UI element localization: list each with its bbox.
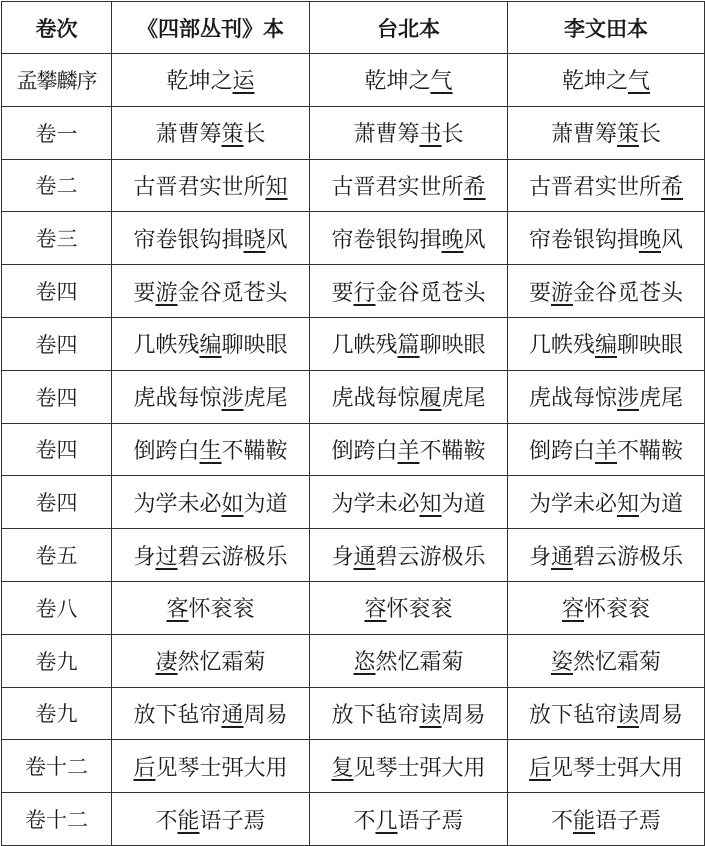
reading-text: 为道	[639, 491, 684, 517]
variant-char: 读	[616, 702, 639, 728]
header-li-wentian: 李文田本	[508, 2, 705, 54]
reading-cell-sibu-congkan	[112, 212, 310, 265]
variant-char: 容	[561, 597, 584, 623]
reading-text: 聊映眼	[617, 333, 684, 359]
reading-text: 长	[639, 122, 662, 148]
reading-cell-taipei	[310, 317, 508, 370]
reading-text: 语子焉	[595, 808, 662, 834]
reading-cell-sibu-congkan	[112, 423, 310, 476]
variant-char: 能	[572, 808, 595, 834]
reading-cell-sibu-congkan	[112, 476, 310, 529]
variant-char: 晚	[638, 227, 661, 253]
reading-text: 金谷觅苍头	[375, 280, 486, 306]
variant-char: 晚	[441, 227, 464, 253]
reading-text: 为学未必	[528, 491, 617, 517]
header-volume: 卷次	[2, 2, 112, 54]
reading-cell-li-wentian	[508, 687, 705, 740]
variant-char: 姿	[550, 650, 573, 676]
variant-char: 涉	[221, 386, 244, 412]
reading-cell-taipei	[310, 740, 508, 793]
reading-cell-sibu-congkan	[112, 265, 310, 318]
table-row	[2, 423, 705, 476]
variant-char: 后	[133, 755, 156, 781]
reading-cell-taipei	[310, 529, 508, 582]
table-row	[2, 370, 705, 423]
reading-text: 虎尾	[639, 386, 684, 412]
reading-cell-sibu-congkan	[112, 54, 310, 107]
reading-text: 身	[528, 544, 551, 570]
variant-char: 游	[155, 280, 178, 306]
volume-cell: 卷八	[2, 581, 112, 634]
header-row	[2, 2, 705, 54]
reading-text: 金谷觅苍头	[177, 280, 288, 306]
reading-cell-li-wentian	[508, 159, 705, 212]
variant-char: 生	[199, 438, 222, 464]
volume-cell: 卷五	[2, 529, 112, 582]
reading-text: 帘卷银钩揖	[528, 227, 639, 253]
table-row	[2, 740, 705, 793]
reading-text: 几帙残	[528, 333, 595, 359]
reading-text: 周易	[441, 702, 486, 728]
reading-text: 周易	[639, 702, 684, 728]
reading-text: 放下毡帘	[133, 702, 222, 728]
reading-cell-li-wentian	[508, 106, 705, 159]
reading-text: 虎战每惊	[133, 386, 222, 412]
reading-cell-sibu-congkan	[112, 793, 310, 846]
reading-text: 不鞴鞍	[617, 438, 684, 464]
reading-cell-li-wentian	[508, 740, 705, 793]
reading-cell-taipei	[310, 423, 508, 476]
volume-cell: 卷四	[2, 370, 112, 423]
reading-text: 乾坤之	[561, 69, 628, 95]
reading-text: 放下毡帘	[528, 702, 617, 728]
reading-cell-li-wentian	[508, 581, 705, 634]
reading-text: 要	[528, 280, 551, 306]
reading-text: 语子焉	[397, 808, 464, 834]
volume-cell: 卷四	[2, 476, 112, 529]
variant-char: 策	[616, 122, 639, 148]
reading-text: 乾坤之	[166, 69, 233, 95]
variant-char: 通	[550, 544, 573, 570]
variant-char: 行	[353, 280, 376, 306]
variant-char: 羊	[594, 438, 617, 464]
reading-text: 风	[463, 227, 486, 253]
table-row	[2, 265, 705, 318]
variant-char: 复	[331, 755, 354, 781]
variant-char: 读	[419, 702, 442, 728]
table-row	[2, 159, 705, 212]
volume-cell: 卷四	[2, 265, 112, 318]
reading-cell-sibu-congkan	[112, 106, 310, 159]
reading-text: 倒跨白	[331, 438, 398, 464]
reading-text: 身	[133, 544, 156, 570]
reading-cell-sibu-congkan	[112, 634, 310, 687]
reading-cell-li-wentian	[508, 529, 705, 582]
reading-text: 不	[353, 808, 376, 834]
reading-text: 怀衮衮	[386, 597, 453, 623]
reading-text: 萧曹筹	[155, 122, 222, 148]
reading-text: 为道	[243, 491, 288, 517]
reading-text: 放下毡帘	[331, 702, 420, 728]
reading-text: 怀衮衮	[584, 597, 651, 623]
variant-char: 篇	[397, 333, 420, 359]
reading-cell-li-wentian	[508, 212, 705, 265]
reading-cell-sibu-congkan	[112, 687, 310, 740]
reading-text: 为学未必	[331, 491, 420, 517]
table-row	[2, 634, 705, 687]
reading-text: 不	[550, 808, 573, 834]
variant-char: 气	[628, 69, 651, 95]
variant-char: 知	[265, 174, 288, 200]
variant-char: 气	[430, 69, 453, 95]
variant-char: 知	[419, 491, 442, 517]
reading-text: 倒跨白	[133, 438, 200, 464]
variant-char: 履	[419, 386, 442, 412]
reading-text: 要	[133, 280, 156, 306]
volume-cell: 孟攀麟序	[2, 54, 112, 107]
variant-char: 书	[419, 122, 442, 148]
reading-text: 为学未必	[133, 491, 222, 517]
reading-text: 碧云游极乐	[573, 544, 684, 570]
variant-char: 凄	[155, 650, 178, 676]
reading-text: 古晋君实世所	[331, 174, 464, 200]
reading-cell-sibu-congkan	[112, 581, 310, 634]
variant-char: 过	[155, 544, 178, 570]
reading-text: 为道	[441, 491, 486, 517]
reading-text: 见琴士弭大用	[155, 755, 288, 781]
reading-cell-li-wentian	[508, 54, 705, 107]
reading-cell-li-wentian	[508, 634, 705, 687]
reading-text: 乾坤之	[364, 69, 431, 95]
reading-text: 帘卷银钩揖	[331, 227, 442, 253]
reading-text: 身	[331, 544, 354, 570]
reading-text: 风	[265, 227, 288, 253]
table-row	[2, 793, 705, 846]
reading-text: 古晋君实世所	[528, 174, 661, 200]
reading-text: 金谷觅苍头	[573, 280, 684, 306]
reading-text: 然忆霜菊	[375, 650, 464, 676]
reading-cell-sibu-congkan	[112, 529, 310, 582]
reading-text: 萧曹筹	[353, 122, 420, 148]
header-sibu-congkan: 《四部丛刊》本	[112, 2, 310, 54]
reading-text: 然忆霜菊	[573, 650, 662, 676]
volume-cell: 卷二	[2, 159, 112, 212]
table-body	[2, 54, 705, 846]
reading-text: 碧云游极乐	[375, 544, 486, 570]
reading-text: 怀衮衮	[188, 597, 255, 623]
volume-cell: 卷九	[2, 634, 112, 687]
header-taipei: 台北本	[310, 2, 508, 54]
table-row	[2, 529, 705, 582]
reading-text: 不鞴鞍	[419, 438, 486, 464]
reading-text: 不	[155, 808, 178, 834]
reading-text: 萧曹筹	[550, 122, 617, 148]
reading-text: 虎尾	[243, 386, 288, 412]
variant-char: 恣	[353, 650, 376, 676]
variant-char: 编	[594, 333, 617, 359]
variant-char: 能	[177, 808, 200, 834]
reading-text: 语子焉	[199, 808, 266, 834]
reading-cell-taipei	[310, 159, 508, 212]
reading-text: 古晋君实世所	[133, 174, 266, 200]
reading-text: 见琴士弭大用	[551, 755, 684, 781]
table-row	[2, 687, 705, 740]
reading-cell-sibu-congkan	[112, 317, 310, 370]
reading-text: 长	[441, 122, 464, 148]
reading-text: 虎战每惊	[331, 386, 420, 412]
variant-char: 客	[166, 597, 189, 623]
table-row	[2, 476, 705, 529]
variant-char: 知	[616, 491, 639, 517]
reading-cell-sibu-congkan	[112, 159, 310, 212]
variant-char: 运	[232, 69, 255, 95]
reading-cell-li-wentian	[508, 423, 705, 476]
reading-text: 聊映眼	[419, 333, 486, 359]
reading-text: 长	[243, 122, 266, 148]
volume-cell: 卷三	[2, 212, 112, 265]
reading-cell-taipei	[310, 793, 508, 846]
reading-text: 要	[331, 280, 354, 306]
reading-cell-li-wentian	[508, 317, 705, 370]
variant-char: 编	[199, 333, 222, 359]
volume-cell: 卷四	[2, 317, 112, 370]
variant-char: 容	[364, 597, 387, 623]
reading-cell-li-wentian	[508, 370, 705, 423]
volume-cell: 卷四	[2, 423, 112, 476]
reading-text: 虎战每惊	[528, 386, 617, 412]
variant-char: 通	[353, 544, 376, 570]
reading-cell-taipei	[310, 370, 508, 423]
reading-cell-sibu-congkan	[112, 740, 310, 793]
reading-cell-taipei	[310, 106, 508, 159]
reading-text: 然忆霜菊	[177, 650, 266, 676]
variant-char: 游	[550, 280, 573, 306]
reading-text: 不鞴鞍	[221, 438, 288, 464]
reading-text: 周易	[243, 702, 288, 728]
reading-cell-taipei	[310, 687, 508, 740]
reading-text: 虎尾	[441, 386, 486, 412]
variant-char: 希	[463, 174, 486, 200]
volume-cell: 卷九	[2, 687, 112, 740]
reading-cell-li-wentian	[508, 265, 705, 318]
reading-cell-li-wentian	[508, 476, 705, 529]
volume-cell: 卷十二	[2, 793, 112, 846]
reading-text: 见琴士弭大用	[353, 755, 486, 781]
variant-char: 希	[661, 174, 684, 200]
reading-cell-taipei	[310, 265, 508, 318]
variant-char: 后	[528, 755, 551, 781]
reading-text: 风	[661, 227, 684, 253]
variant-char: 几	[375, 808, 398, 834]
variant-char: 通	[221, 702, 244, 728]
reading-text: 碧云游极乐	[177, 544, 288, 570]
table-row	[2, 212, 705, 265]
reading-text: 倒跨白	[528, 438, 595, 464]
reading-cell-taipei	[310, 54, 508, 107]
table-row	[2, 106, 705, 159]
reading-cell-taipei	[310, 634, 508, 687]
reading-text: 几帙残	[331, 333, 398, 359]
table-row	[2, 581, 705, 634]
table-row	[2, 317, 705, 370]
reading-cell-sibu-congkan	[112, 370, 310, 423]
reading-text: 几帙残	[133, 333, 200, 359]
variant-char: 晓	[243, 227, 266, 253]
reading-cell-taipei	[310, 581, 508, 634]
reading-cell-taipei	[310, 212, 508, 265]
reading-cell-li-wentian	[508, 793, 705, 846]
collation-table	[1, 1, 705, 846]
reading-text: 帘卷银钩揖	[133, 227, 244, 253]
variant-char: 策	[221, 122, 244, 148]
volume-cell: 卷一	[2, 106, 112, 159]
variant-char: 涉	[616, 386, 639, 412]
variant-char: 如	[221, 491, 244, 517]
variant-char: 羊	[397, 438, 420, 464]
reading-cell-taipei	[310, 476, 508, 529]
reading-text: 聊映眼	[221, 333, 288, 359]
volume-cell: 卷十二	[2, 740, 112, 793]
table-row	[2, 54, 705, 107]
